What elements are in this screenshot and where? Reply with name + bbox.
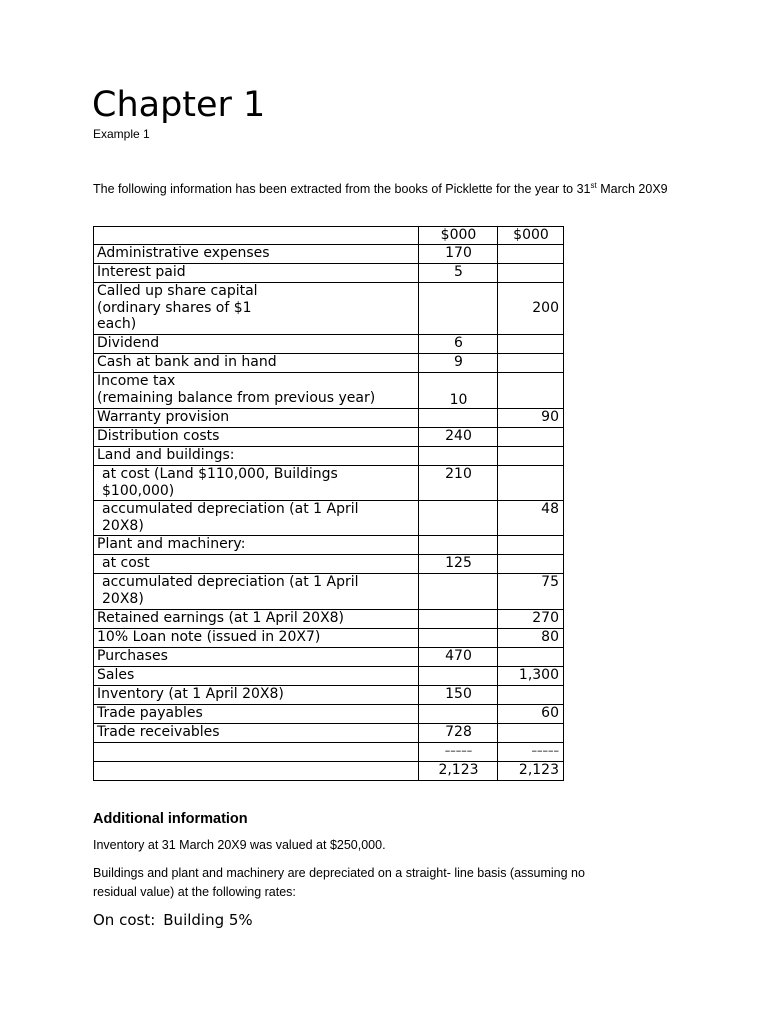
row-col1: 210: [419, 466, 498, 501]
row-label-line: (remaining balance from previous year): [97, 389, 376, 406]
row-col2: [498, 447, 564, 466]
row-label-line: 20X8): [102, 517, 144, 534]
row-label: Cash at bank and in hand: [94, 354, 419, 373]
table-row: [94, 335, 564, 354]
row-label: Trade receivables: [94, 724, 419, 743]
row-col1: 5: [419, 264, 498, 283]
row-col1: [419, 705, 498, 724]
row-col1: [419, 574, 498, 610]
table-row: [94, 648, 564, 667]
row-col2: [498, 648, 564, 667]
rule-label-cell: [94, 743, 419, 762]
row-col2: [498, 555, 564, 574]
row-col1: 240: [419, 428, 498, 447]
table-row: [94, 409, 564, 428]
row-label-line: at cost (Land $110,000, Buildings: [102, 466, 338, 482]
rule-col2: –––––: [498, 743, 564, 762]
row-col2: [498, 686, 564, 705]
row-col2: 80: [498, 629, 564, 648]
table-row: [94, 686, 564, 705]
on-cost-line: [93, 911, 253, 929]
row-col2: [498, 536, 564, 555]
intro-text-after: March 20X9: [596, 182, 668, 196]
header-col1: $000: [419, 227, 498, 245]
intro-text-before: The following information has been extracted from the books of Picklette for the year to 31: [93, 182, 591, 196]
row-col2: [498, 264, 564, 283]
row-label: Interest paid: [94, 264, 419, 283]
row-label-line: 20X8): [102, 590, 144, 607]
table-row: [94, 724, 564, 743]
row-label: Trade payables: [94, 705, 419, 724]
row-col2: 48: [498, 501, 564, 536]
table-row: [94, 501, 564, 536]
row-label: Administrative expenses: [94, 245, 419, 264]
row-label: Distribution costs: [94, 428, 419, 447]
total-row: [94, 762, 564, 781]
table-row: [94, 667, 564, 686]
row-col2: [498, 354, 564, 373]
table-row: [94, 466, 564, 501]
rule-col1: –––––: [419, 743, 498, 762]
table-row: [94, 373, 564, 409]
row-col1: 6: [419, 335, 498, 354]
row-col1: 150: [419, 686, 498, 705]
total-col2: 2,123: [498, 762, 564, 781]
row-col2: 90: [498, 409, 564, 428]
row-label-line: Called up share capital: [97, 283, 258, 299]
row-col1: [419, 409, 498, 428]
table-row: [94, 447, 564, 466]
row-label: Sales: [94, 667, 419, 686]
row-col1: [419, 667, 498, 686]
row-col2: 270: [498, 610, 564, 629]
row-col2: 60: [498, 705, 564, 724]
row-col2: [498, 373, 564, 409]
row-label: Land and buildings:: [94, 447, 419, 466]
additional-info-heading: Additional information: [93, 811, 248, 827]
table-row: [94, 629, 564, 648]
row-col2: [498, 335, 564, 354]
row-col2: 200: [498, 283, 564, 335]
row-label-line: accumulated depreciation (at 1 April: [102, 574, 359, 590]
header-col2: $000: [498, 227, 564, 245]
row-label: [94, 283, 419, 335]
row-label: Warranty provision: [94, 409, 419, 428]
row-col1: [419, 283, 498, 335]
row-col1: 9: [419, 354, 498, 373]
row-label: Dividend: [94, 335, 419, 354]
row-col1: [419, 447, 498, 466]
row-label: 10% Loan note (issued in 20X7): [94, 629, 419, 648]
table-row: [94, 536, 564, 555]
total-col1: 2,123: [419, 762, 498, 781]
row-label: [94, 501, 419, 536]
table-row: [94, 555, 564, 574]
row-col2: [498, 724, 564, 743]
table-row: [94, 354, 564, 373]
row-col1: [419, 536, 498, 555]
table-header-row: [94, 227, 564, 245]
row-label: at cost: [94, 555, 419, 574]
row-col2: 75: [498, 574, 564, 610]
row-label-line: (ordinary shares of $1: [97, 299, 252, 316]
trial-balance-table: [93, 226, 564, 781]
row-col2: 1,300: [498, 667, 564, 686]
on-cost-label: On cost:: [93, 911, 156, 929]
intro-superscript: st: [590, 180, 597, 190]
chapter-title: Chapter 1: [92, 85, 266, 125]
table-row: [94, 610, 564, 629]
table-row: [94, 705, 564, 724]
row-label: Retained earnings (at 1 April 20X8): [94, 610, 419, 629]
inventory-paragraph: Inventory at 31 March 20X9 was valued at $250,000.: [93, 838, 386, 852]
table-row: [94, 574, 564, 610]
table-row: [94, 245, 564, 264]
row-col1: 170: [419, 245, 498, 264]
total-rule-row: [94, 743, 564, 762]
table-row: [94, 283, 564, 335]
row-col1: 125: [419, 555, 498, 574]
row-col2: [498, 245, 564, 264]
example-subtitle: Example 1: [93, 127, 150, 141]
row-label: [94, 466, 419, 501]
row-col1: [419, 501, 498, 536]
row-label-line: accumulated depreciation (at 1 April: [102, 501, 359, 517]
row-label: [94, 373, 419, 409]
row-label: Purchases: [94, 648, 419, 667]
intro-paragraph: [93, 180, 683, 199]
row-col1: 10: [419, 373, 498, 409]
row-label-line: each): [97, 316, 137, 332]
total-label-cell: [94, 762, 419, 781]
row-col2: [498, 466, 564, 501]
on-cost-item: Building 5%: [163, 911, 253, 929]
row-label: [94, 574, 419, 610]
row-label: Plant and machinery:: [94, 536, 419, 555]
row-label-line: $100,000): [102, 482, 175, 499]
depreciation-paragraph: Buildings and plant and machinery are depreciated on a straight- line basis (assuming no residual value) at the following rates:: [93, 866, 585, 899]
row-col1: 470: [419, 648, 498, 667]
row-col1: 728: [419, 724, 498, 743]
table-row: [94, 264, 564, 283]
row-label: Inventory (at 1 April 20X8): [94, 686, 419, 705]
row-col1: [419, 610, 498, 629]
row-col2: [498, 428, 564, 447]
row-col1: [419, 629, 498, 648]
header-label-cell: [94, 227, 419, 245]
row-label-line: Income tax: [97, 373, 176, 389]
table-row: [94, 428, 564, 447]
